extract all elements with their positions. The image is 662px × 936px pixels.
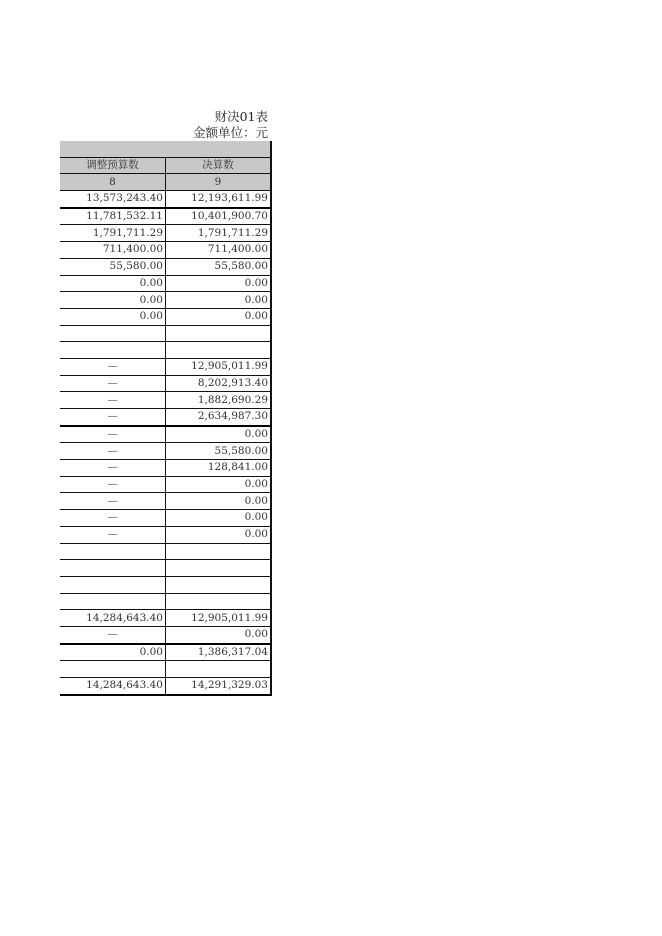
table-row xyxy=(60,644,271,661)
cell-final-account[interactable]: 0.00 xyxy=(166,510,272,527)
cell-adjusted-budget[interactable]: 0.00 xyxy=(60,292,166,309)
cell-adjusted-budget[interactable] xyxy=(60,342,166,359)
cell-final-account[interactable]: 12,905,011.99 xyxy=(166,358,272,375)
cell-adjusted-budget[interactable]: — xyxy=(60,426,166,443)
cell-final-account[interactable]: 0.00 xyxy=(166,275,272,292)
table-row xyxy=(60,292,271,309)
cell-adjusted-budget[interactable] xyxy=(60,560,166,577)
cell-final-account[interactable] xyxy=(166,543,272,560)
table-row xyxy=(60,593,271,610)
table-row xyxy=(60,543,271,560)
budget-final-account-table xyxy=(60,141,272,696)
table-row xyxy=(60,460,271,477)
header-band-row xyxy=(60,141,271,157)
table-row xyxy=(60,510,271,527)
cell-adjusted-budget[interactable]: — xyxy=(60,626,166,643)
cell-adjusted-budget[interactable]: — xyxy=(60,409,166,426)
cell-final-account[interactable]: 0.00 xyxy=(166,308,272,325)
table-row xyxy=(60,242,271,259)
table-row xyxy=(60,426,271,443)
cell-final-account[interactable]: 55,580.00 xyxy=(166,258,272,275)
table-row xyxy=(60,342,271,359)
cell-adjusted-budget[interactable]: — xyxy=(60,375,166,392)
cell-adjusted-budget[interactable]: 13,573,243.40 xyxy=(60,191,166,208)
cell-final-account[interactable] xyxy=(166,560,272,577)
cell-final-account[interactable]: 14,291,329.03 xyxy=(166,678,272,695)
form-header xyxy=(193,109,268,141)
cell-final-account[interactable]: 1,882,690.29 xyxy=(166,392,272,409)
cell-final-account[interactable]: 0.00 xyxy=(166,626,272,643)
table-row xyxy=(60,358,271,375)
cell-adjusted-budget[interactable]: 0.00 xyxy=(60,644,166,661)
table-row xyxy=(60,225,271,242)
cell-final-account[interactable] xyxy=(166,325,272,342)
table-row xyxy=(60,626,271,643)
cell-adjusted-budget[interactable] xyxy=(60,661,166,678)
unit-label: 金额单位：元 xyxy=(192,125,268,140)
table-row xyxy=(60,191,271,208)
cell-final-account[interactable]: 0.00 xyxy=(166,493,272,510)
table-row xyxy=(60,610,271,627)
cell-final-account[interactable]: 12,905,011.99 xyxy=(166,610,272,627)
table-row xyxy=(60,576,271,593)
column-header-adjusted-budget: 调整预算数 xyxy=(60,157,166,174)
cell-adjusted-budget[interactable]: 711,400.00 xyxy=(60,242,166,259)
table-row xyxy=(60,325,271,342)
cell-adjusted-budget[interactable]: 55,580.00 xyxy=(60,258,166,275)
table-row xyxy=(60,678,271,695)
cell-final-account[interactable]: 12,193,611.99 xyxy=(166,191,272,208)
table-row xyxy=(60,275,271,292)
column-index-adjusted-budget: 8 xyxy=(60,174,166,191)
cell-adjusted-budget[interactable]: — xyxy=(60,526,166,543)
cell-adjusted-budget[interactable] xyxy=(60,325,166,342)
column-index-row xyxy=(60,174,271,191)
cell-final-account[interactable]: 10,401,900.70 xyxy=(166,208,272,225)
cell-final-account[interactable]: 0.00 xyxy=(166,476,272,493)
cell-final-account[interactable]: 1,386,317.04 xyxy=(166,644,272,661)
cell-final-account[interactable]: 0.00 xyxy=(166,292,272,309)
table-row xyxy=(60,526,271,543)
cell-final-account[interactable] xyxy=(166,576,272,593)
table-row xyxy=(60,375,271,392)
table-row xyxy=(60,493,271,510)
table-row xyxy=(60,208,271,225)
cell-final-account[interactable]: 8,202,913.40 xyxy=(166,375,272,392)
cell-final-account[interactable] xyxy=(166,661,272,678)
column-header-final-account: 决算数 xyxy=(166,157,272,174)
cell-final-account[interactable]: 0.00 xyxy=(166,426,272,443)
cell-adjusted-budget[interactable]: 14,284,643.40 xyxy=(60,610,166,627)
cell-adjusted-budget[interactable]: 11,781,532.11 xyxy=(60,208,166,225)
cell-adjusted-budget[interactable]: 1,791,711.29 xyxy=(60,225,166,242)
cell-final-account[interactable]: 1,791,711.29 xyxy=(166,225,272,242)
cell-adjusted-budget[interactable] xyxy=(60,593,166,610)
cell-final-account[interactable]: 0.00 xyxy=(166,526,272,543)
cell-adjusted-budget[interactable] xyxy=(60,543,166,560)
cell-adjusted-budget[interactable]: — xyxy=(60,460,166,477)
table-row xyxy=(60,258,271,275)
table-row xyxy=(60,409,271,426)
column-header-row xyxy=(60,157,271,174)
form-code: 财决01表 xyxy=(214,109,268,124)
table-row xyxy=(60,476,271,493)
header-band-cell xyxy=(60,141,271,157)
cell-adjusted-budget[interactable] xyxy=(60,576,166,593)
cell-adjusted-budget[interactable]: — xyxy=(60,358,166,375)
cell-adjusted-budget[interactable]: — xyxy=(60,476,166,493)
cell-adjusted-budget[interactable]: 0.00 xyxy=(60,275,166,292)
column-index-final-account: 9 xyxy=(166,174,272,191)
cell-adjusted-budget[interactable]: 0.00 xyxy=(60,308,166,325)
cell-adjusted-budget[interactable]: — xyxy=(60,443,166,460)
cell-final-account[interactable]: 2,634,987.30 xyxy=(166,409,272,426)
cell-final-account[interactable] xyxy=(166,593,272,610)
cell-final-account[interactable]: 128,841.00 xyxy=(166,460,272,477)
table-row xyxy=(60,661,271,678)
cell-adjusted-budget[interactable]: — xyxy=(60,392,166,409)
cell-adjusted-budget[interactable]: 14,284,643.40 xyxy=(60,678,166,695)
table-row xyxy=(60,392,271,409)
cell-final-account[interactable]: 711,400.00 xyxy=(166,242,272,259)
cell-final-account[interactable]: 55,580.00 xyxy=(166,443,272,460)
table-row xyxy=(60,443,271,460)
table-row xyxy=(60,308,271,325)
table-row xyxy=(60,560,271,577)
cell-adjusted-budget[interactable]: — xyxy=(60,510,166,527)
cell-adjusted-budget[interactable]: — xyxy=(60,493,166,510)
cell-final-account[interactable] xyxy=(166,342,272,359)
